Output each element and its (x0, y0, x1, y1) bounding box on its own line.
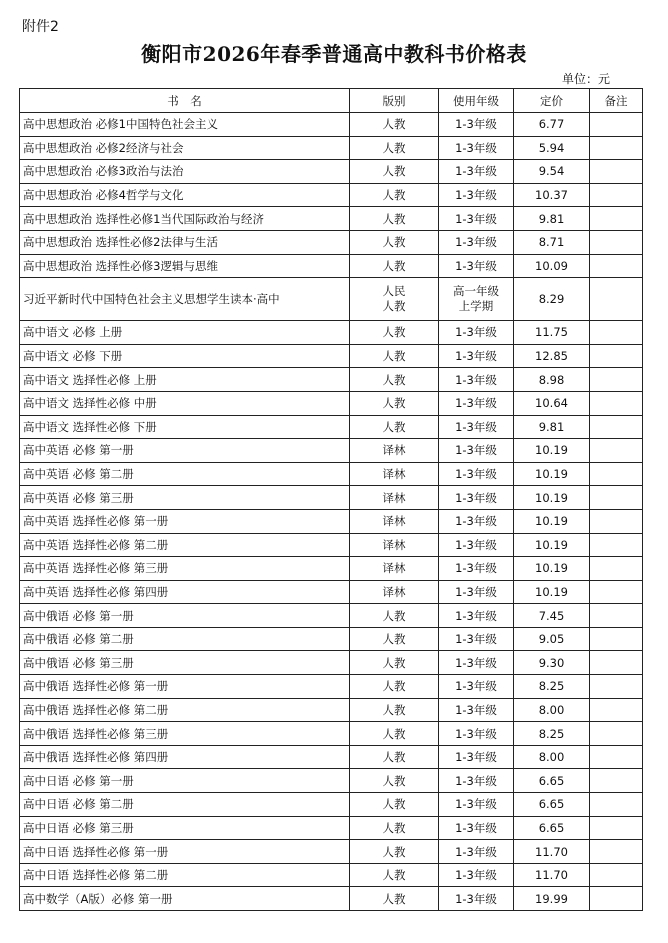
price-table (19, 88, 643, 911)
edition-cell: 译林 (350, 439, 439, 463)
note-cell (590, 604, 643, 628)
book-name-cell: 高中数学（A版）必修 第一册 (20, 887, 350, 911)
table-row (20, 254, 643, 278)
edition-cell: 人教 (350, 391, 439, 415)
grade-cell: 1-3年级 (439, 230, 514, 254)
note-cell (590, 462, 643, 486)
edition-cell: 人教 (350, 887, 439, 911)
note-cell (590, 745, 643, 769)
book-name-cell: 高中语文 必修 下册 (20, 344, 350, 368)
price-cell: 8.00 (514, 745, 590, 769)
book-name-cell: 高中英语 选择性必修 第二册 (20, 533, 350, 557)
edition-cell: 译林 (350, 557, 439, 581)
table-body (20, 113, 643, 911)
book-name-cell: 高中俄语 选择性必修 第一册 (20, 675, 350, 699)
note-cell (590, 840, 643, 864)
book-name-cell: 习近平新时代中国特色社会主义思想学生读本·高中 (20, 278, 350, 321)
table-row (20, 627, 643, 651)
price-cell: 6.77 (514, 113, 590, 137)
grade-cell: 1-3年级 (439, 321, 514, 345)
book-name-cell: 高中俄语 选择性必修 第二册 (20, 698, 350, 722)
book-name-cell: 高中思想政治 选择性必修2法律与生活 (20, 230, 350, 254)
edition-cell: 人教 (350, 604, 439, 628)
book-name-cell: 高中语文 选择性必修 中册 (20, 391, 350, 415)
note-cell (590, 675, 643, 699)
table-row (20, 793, 643, 817)
edition-cell: 人教 (350, 863, 439, 887)
price-cell: 10.37 (514, 183, 590, 207)
book-name-cell: 高中语文 选择性必修 上册 (20, 368, 350, 392)
book-name-cell: 高中日语 必修 第二册 (20, 793, 350, 817)
price-cell: 10.64 (514, 391, 590, 415)
note-cell (590, 793, 643, 817)
grade-cell: 1-3年级 (439, 391, 514, 415)
grade-cell: 1-3年级 (439, 627, 514, 651)
note-cell (590, 722, 643, 746)
table-header-row (20, 89, 643, 113)
note-cell (590, 391, 643, 415)
grade-cell: 1-3年级 (439, 816, 514, 840)
price-cell: 9.81 (514, 415, 590, 439)
grade-cell: 1-3年级 (439, 368, 514, 392)
grade-cell: 1-3年级 (439, 486, 514, 510)
document-title: 衡阳市2026年春季普通高中教科书价格表 (141, 42, 527, 66)
grade-cell: 1-3年级 (439, 651, 514, 675)
edition-cell: 人教 (350, 254, 439, 278)
price-cell: 11.70 (514, 863, 590, 887)
table-row (20, 722, 643, 746)
note-cell (590, 368, 643, 392)
grade-cell: 1-3年级 (439, 509, 514, 533)
edition-cell: 译林 (350, 533, 439, 557)
edition-cell: 人教 (350, 368, 439, 392)
edition-cell: 人教 (350, 627, 439, 651)
table-row (20, 230, 643, 254)
table-row (20, 604, 643, 628)
note-cell (590, 627, 643, 651)
book-name-cell: 高中英语 必修 第二册 (20, 462, 350, 486)
price-cell: 10.19 (514, 509, 590, 533)
note-cell (590, 230, 643, 254)
grade-cell: 1-3年级 (439, 344, 514, 368)
book-name-cell: 高中思想政治 选择性必修3逻辑与思维 (20, 254, 350, 278)
book-name-cell: 高中思想政治 必修2经济与社会 (20, 136, 350, 160)
grade-cell: 1-3年级 (439, 113, 514, 137)
edition-cell: 人教 (350, 230, 439, 254)
price-cell: 12.85 (514, 344, 590, 368)
table-row (20, 840, 643, 864)
book-name-cell: 高中思想政治 必修3政治与法治 (20, 160, 350, 184)
note-cell (590, 651, 643, 675)
edition-cell: 译林 (350, 462, 439, 486)
note-cell (590, 415, 643, 439)
book-name-cell: 高中俄语 选择性必修 第三册 (20, 722, 350, 746)
edition-cell: 人教 (350, 183, 439, 207)
note-cell (590, 816, 643, 840)
edition-cell: 人教 (350, 651, 439, 675)
note-cell (590, 207, 643, 231)
edition-cell: 人教 (350, 769, 439, 793)
note-cell (590, 509, 643, 533)
note-cell (590, 113, 643, 137)
price-cell: 9.54 (514, 160, 590, 184)
table-row (20, 745, 643, 769)
table-row (20, 698, 643, 722)
edition-cell: 人民 人教 (350, 278, 439, 321)
edition-cell: 人教 (350, 698, 439, 722)
unit-label: 单位：元 (561, 72, 610, 86)
book-name-cell: 高中俄语 必修 第三册 (20, 651, 350, 675)
price-cell: 6.65 (514, 816, 590, 840)
table-row (20, 113, 643, 137)
edition-cell: 人教 (350, 793, 439, 817)
grade-cell: 1-3年级 (439, 863, 514, 887)
note-cell (590, 769, 643, 793)
header-grade: 使用年级 (439, 89, 514, 113)
edition-cell: 人教 (350, 344, 439, 368)
note-cell (590, 580, 643, 604)
price-cell: 10.19 (514, 462, 590, 486)
grade-cell: 高一年级 上学期 (439, 278, 514, 321)
note-cell (590, 344, 643, 368)
note-cell (590, 160, 643, 184)
grade-cell: 1-3年级 (439, 887, 514, 911)
table-row (20, 344, 643, 368)
attachment-label: 附件2 (22, 19, 59, 35)
edition-cell: 人教 (350, 136, 439, 160)
table-row (20, 183, 643, 207)
note-cell (590, 254, 643, 278)
table-row (20, 415, 643, 439)
book-name-cell: 高中思想政治 必修4哲学与文化 (20, 183, 350, 207)
book-name-cell: 高中日语 选择性必修 第二册 (20, 863, 350, 887)
table-row (20, 391, 643, 415)
note-cell (590, 486, 643, 510)
edition-cell: 人教 (350, 722, 439, 746)
price-cell: 8.29 (514, 278, 590, 321)
price-cell: 9.30 (514, 651, 590, 675)
grade-cell: 1-3年级 (439, 745, 514, 769)
edition-cell: 人教 (350, 745, 439, 769)
book-name-cell: 高中英语 选择性必修 第三册 (20, 557, 350, 581)
table-row (20, 651, 643, 675)
book-name-cell: 高中俄语 必修 第二册 (20, 627, 350, 651)
table-row (20, 769, 643, 793)
price-cell: 8.71 (514, 230, 590, 254)
edition-cell: 人教 (350, 675, 439, 699)
book-name-cell: 高中日语 必修 第三册 (20, 816, 350, 840)
grade-cell: 1-3年级 (439, 769, 514, 793)
book-name-cell: 高中英语 选择性必修 第四册 (20, 580, 350, 604)
table-row (20, 321, 643, 345)
table-row (20, 160, 643, 184)
note-cell (590, 183, 643, 207)
grade-cell: 1-3年级 (439, 207, 514, 231)
price-cell: 10.19 (514, 580, 590, 604)
edition-cell: 人教 (350, 415, 439, 439)
table-row (20, 557, 643, 581)
note-cell (590, 533, 643, 557)
book-name-cell: 高中英语 必修 第三册 (20, 486, 350, 510)
book-name-cell: 高中日语 必修 第一册 (20, 769, 350, 793)
table-row (20, 462, 643, 486)
edition-cell: 人教 (350, 207, 439, 231)
edition-cell: 译林 (350, 486, 439, 510)
price-cell: 11.70 (514, 840, 590, 864)
table-row (20, 278, 643, 321)
grade-cell: 1-3年级 (439, 183, 514, 207)
table-row (20, 368, 643, 392)
price-cell: 10.09 (514, 254, 590, 278)
grade-cell: 1-3年级 (439, 254, 514, 278)
note-cell (590, 136, 643, 160)
price-cell: 10.19 (514, 533, 590, 557)
price-cell: 5.94 (514, 136, 590, 160)
book-name-cell: 高中日语 选择性必修 第一册 (20, 840, 350, 864)
book-name-cell: 高中语文 选择性必修 下册 (20, 415, 350, 439)
table-row (20, 486, 643, 510)
table-row (20, 439, 643, 463)
price-cell: 8.98 (514, 368, 590, 392)
price-cell: 6.65 (514, 793, 590, 817)
book-name-cell: 高中思想政治 选择性必修1当代国际政治与经济 (20, 207, 350, 231)
price-cell: 10.19 (514, 439, 590, 463)
grade-cell: 1-3年级 (439, 698, 514, 722)
grade-cell: 1-3年级 (439, 840, 514, 864)
price-cell: 10.19 (514, 557, 590, 581)
price-cell: 8.00 (514, 698, 590, 722)
edition-cell: 人教 (350, 816, 439, 840)
table-row (20, 887, 643, 911)
header-note: 备注 (590, 89, 643, 113)
header-price: 定价 (514, 89, 590, 113)
note-cell (590, 278, 643, 321)
edition-cell: 人教 (350, 160, 439, 184)
grade-cell: 1-3年级 (439, 722, 514, 746)
grade-cell: 1-3年级 (439, 533, 514, 557)
price-cell: 7.45 (514, 604, 590, 628)
edition-cell: 译林 (350, 509, 439, 533)
grade-cell: 1-3年级 (439, 415, 514, 439)
grade-cell: 1-3年级 (439, 675, 514, 699)
book-name-cell: 高中思想政治 必修1中国特色社会主义 (20, 113, 350, 137)
table-row (20, 863, 643, 887)
book-name-cell: 高中俄语 选择性必修 第四册 (20, 745, 350, 769)
note-cell (590, 439, 643, 463)
table-row (20, 509, 643, 533)
edition-cell: 译林 (350, 580, 439, 604)
grade-cell: 1-3年级 (439, 136, 514, 160)
book-name-cell: 高中语文 必修 上册 (20, 321, 350, 345)
grade-cell: 1-3年级 (439, 462, 514, 486)
grade-cell: 1-3年级 (439, 793, 514, 817)
price-cell: 10.19 (514, 486, 590, 510)
table-row (20, 207, 643, 231)
note-cell (590, 698, 643, 722)
price-cell: 8.25 (514, 722, 590, 746)
price-cell: 6.65 (514, 769, 590, 793)
edition-cell: 人教 (350, 113, 439, 137)
header-edition: 版别 (350, 89, 439, 113)
book-name-cell: 高中俄语 必修 第一册 (20, 604, 350, 628)
note-cell (590, 321, 643, 345)
price-cell: 9.05 (514, 627, 590, 651)
book-name-cell: 高中英语 选择性必修 第一册 (20, 509, 350, 533)
grade-cell: 1-3年级 (439, 604, 514, 628)
price-cell: 8.25 (514, 675, 590, 699)
price-cell: 19.99 (514, 887, 590, 911)
grade-cell: 1-3年级 (439, 557, 514, 581)
price-cell: 9.81 (514, 207, 590, 231)
table-row (20, 580, 643, 604)
table-row (20, 675, 643, 699)
book-name-cell: 高中英语 必修 第一册 (20, 439, 350, 463)
header-book-name: 书 名 (20, 89, 350, 113)
price-cell: 11.75 (514, 321, 590, 345)
grade-cell: 1-3年级 (439, 439, 514, 463)
note-cell (590, 557, 643, 581)
note-cell (590, 887, 643, 911)
table-row (20, 136, 643, 160)
table-row (20, 816, 643, 840)
grade-cell: 1-3年级 (439, 580, 514, 604)
note-cell (590, 863, 643, 887)
table-row (20, 533, 643, 557)
edition-cell: 人教 (350, 840, 439, 864)
edition-cell: 人教 (350, 321, 439, 345)
grade-cell: 1-3年级 (439, 160, 514, 184)
